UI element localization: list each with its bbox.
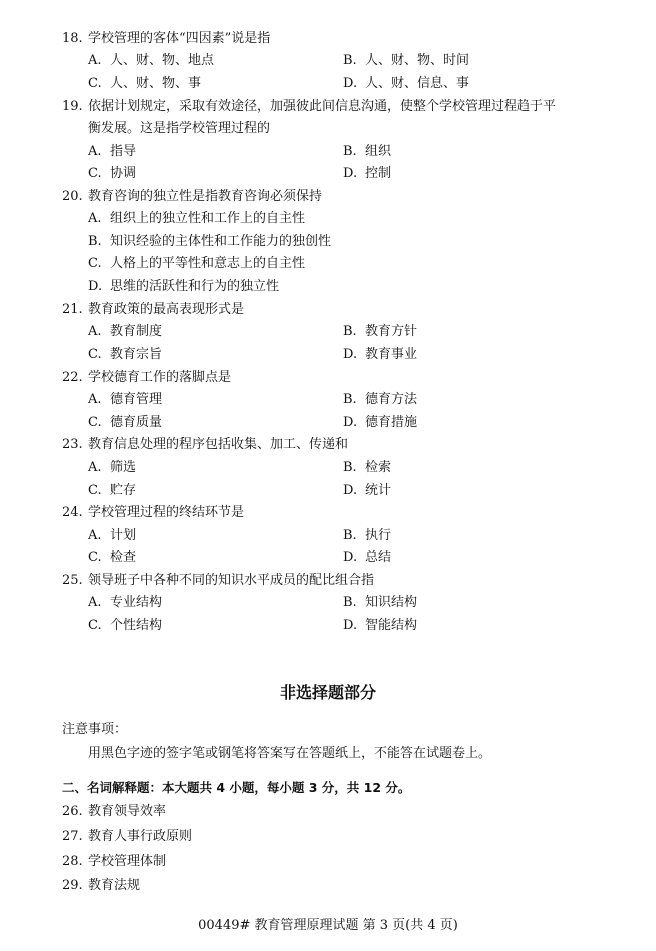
option-b: B. 知识结构 bbox=[343, 595, 418, 610]
question-stem: 教育政策的最高表现形式是 bbox=[88, 302, 245, 317]
option-c: C. 人格上的平等性和意志上的自主性 bbox=[88, 256, 306, 271]
question-number: 24. bbox=[62, 505, 83, 520]
part-two-heading: 二、名词解释题：本大题共 4 小题，每小题 3 分，共 12 分。 bbox=[62, 780, 411, 795]
section-title: 非选择题部分 bbox=[279, 683, 376, 702]
option-c: C. 个性结构 bbox=[88, 618, 163, 633]
question-23 bbox=[62, 433, 622, 456]
option-b: B. 知识经验的主体性和工作能力的独创性 bbox=[88, 234, 332, 249]
question-stem: 教育咨询的独立性是指教育咨询必须保持 bbox=[88, 189, 323, 204]
question-24 bbox=[62, 501, 622, 524]
term-29: 29. 教育法规 bbox=[62, 878, 141, 893]
option-c: C. 教育宗旨 bbox=[88, 347, 163, 362]
option-b: B. 组织 bbox=[343, 144, 392, 159]
option-d: D. 思维的活跃性和行为的独立性 bbox=[88, 279, 280, 294]
question-21 bbox=[62, 298, 622, 321]
question-stem: 依据计划规定，采取有效途径，加强彼此间信息沟通，使整个学校管理过程趋于平 bbox=[88, 99, 557, 114]
question-19 bbox=[62, 95, 622, 118]
option-c: C. 人、财、物、事 bbox=[88, 76, 202, 91]
option-d: D. 德育措施 bbox=[343, 415, 418, 430]
question-number: 19. bbox=[62, 99, 83, 114]
question-stem: 学校管理的客体“四因素”说是指 bbox=[88, 31, 271, 46]
option-a: A. 人、财、物、地点 bbox=[88, 53, 215, 68]
question-number: 23. bbox=[62, 437, 83, 452]
option-b: B. 检索 bbox=[343, 460, 392, 475]
option-d: D. 人、财、信息、事 bbox=[343, 76, 470, 91]
option-b: B. 教育方针 bbox=[343, 324, 418, 339]
option-a: A. 指导 bbox=[88, 144, 137, 159]
question-stem: 领导班子中各种不同的知识水平成员的配比组合指 bbox=[88, 573, 375, 588]
question-number: 18. bbox=[62, 31, 83, 46]
notice-text: 用黑色字迹的签字笔或钢笔将答案写在答题纸上，不能答在试题卷上。 bbox=[88, 746, 492, 761]
option-c: C. 德育质量 bbox=[88, 415, 163, 430]
question-22 bbox=[62, 366, 622, 389]
page-footer: 00449# 教育管理原理试题 第 3 页(共 4 页) bbox=[198, 918, 458, 933]
option-a: A. 组织上的独立性和工作上的自主性 bbox=[88, 211, 306, 226]
option-d: D. 统计 bbox=[343, 483, 392, 498]
question-stem: 学校管理过程的终结环节是 bbox=[88, 505, 245, 520]
question-25 bbox=[62, 569, 622, 592]
question-18 bbox=[62, 27, 622, 50]
question-number: 21. bbox=[62, 302, 83, 317]
option-b: B. 人、财、物、时间 bbox=[343, 53, 470, 68]
option-a: A. 筛选 bbox=[88, 460, 137, 475]
option-c: C. 检查 bbox=[88, 550, 137, 565]
option-d: D. 控制 bbox=[343, 166, 392, 181]
question-stem-continued: 衡发展。这是指学校管理过程的 bbox=[88, 121, 271, 136]
question-20 bbox=[62, 185, 622, 208]
option-d: D. 智能结构 bbox=[343, 618, 418, 633]
option-d: D. 总结 bbox=[343, 550, 392, 565]
option-a: A. 德育管理 bbox=[88, 392, 163, 407]
option-a: A. 教育制度 bbox=[88, 324, 163, 339]
option-a: A. 计划 bbox=[88, 528, 137, 543]
option-d: D. 教育事业 bbox=[343, 347, 418, 362]
option-c: C. 贮存 bbox=[88, 483, 137, 498]
term-26: 26. 教育领导效率 bbox=[62, 804, 167, 819]
term-28: 28. 学校管理体制 bbox=[62, 854, 167, 869]
question-stem: 教育信息处理的程序包括收集、加工、传递和 bbox=[88, 437, 349, 452]
question-number: 22. bbox=[62, 370, 83, 385]
option-b: B. 德育方法 bbox=[343, 392, 418, 407]
question-number: 20. bbox=[62, 189, 83, 204]
option-b: B. 执行 bbox=[343, 528, 392, 543]
option-a: A. 专业结构 bbox=[88, 595, 163, 610]
question-stem: 学校德育工作的落脚点是 bbox=[88, 370, 232, 385]
option-c: C. 协调 bbox=[88, 166, 137, 181]
term-27: 27. 教育人事行政原则 bbox=[62, 829, 193, 844]
question-number: 25. bbox=[62, 573, 83, 588]
notice-heading: 注意事项： bbox=[62, 722, 128, 737]
